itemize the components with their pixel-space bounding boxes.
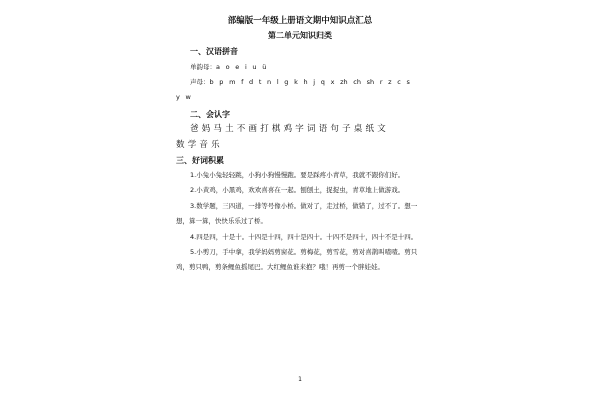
document-title: 部编版一年级上册语文期中知识点汇总 (227, 16, 373, 26)
rhyme-item-5-continued: 鸡，剪只鸭，剪条鲤鱼摇尾巴。大红鲤鱼谁来抱？哦！再剪一个胖娃娃。 (176, 263, 384, 271)
consonants-list-continued: y w (176, 93, 191, 101)
section-characters-heading: 二、会认字 (190, 110, 230, 119)
consonants-list: b p m f d t n l g k h j q x zh ch sh r z c s (209, 78, 410, 86)
rhyme-item-2: 2.小黄鸡，小黑鸡，欢欢喜喜在一起。刨刨土，捉捉虫，青草地上做游戏。 (190, 186, 405, 194)
characters-line-2: 数学音乐 (176, 140, 223, 150)
vowels-list: a o e i u ü (216, 63, 267, 71)
page-number: 1 (298, 376, 302, 383)
rhyme-item-3-continued: 想，算一算，快快乐乐过了桥。 (176, 217, 267, 225)
rhyme-item-4: 4.四是四，十是十。十四是十四，四十是四十。十四不是四十，四十不是十四。 (190, 233, 418, 241)
characters-line-1: 爸妈马土不画打棋鸡字词语句子桌纸文 (190, 124, 389, 134)
vowels-label: 单韵母： (190, 63, 216, 71)
unit-subtitle: 第二单元知识归类 (268, 31, 332, 40)
section-pinyin-heading: 一、汉语拼音 (190, 47, 238, 56)
section-vocabulary-heading: 三、好词积累 (176, 156, 224, 165)
vowels-line (190, 62, 266, 71)
consonants-line (190, 77, 410, 86)
rhyme-item-1: 1.小兔小兔轻轻跳，小狗小狗慢慢跑。要是踩疼小青草，我就不跟你们好。 (190, 171, 405, 179)
rhyme-item-5: 5.小剪刀，手中拿，我学妈妈剪窗花。剪梅花，剪雪花，剪对喜鹊叫喳喳。剪只 (190, 248, 418, 256)
rhyme-item-3: 3.数学题，三四道，一排等号像小桥。做对了，走过桥，做错了，过不了。想一 (190, 202, 418, 210)
consonants-label: 声母： (190, 78, 210, 86)
